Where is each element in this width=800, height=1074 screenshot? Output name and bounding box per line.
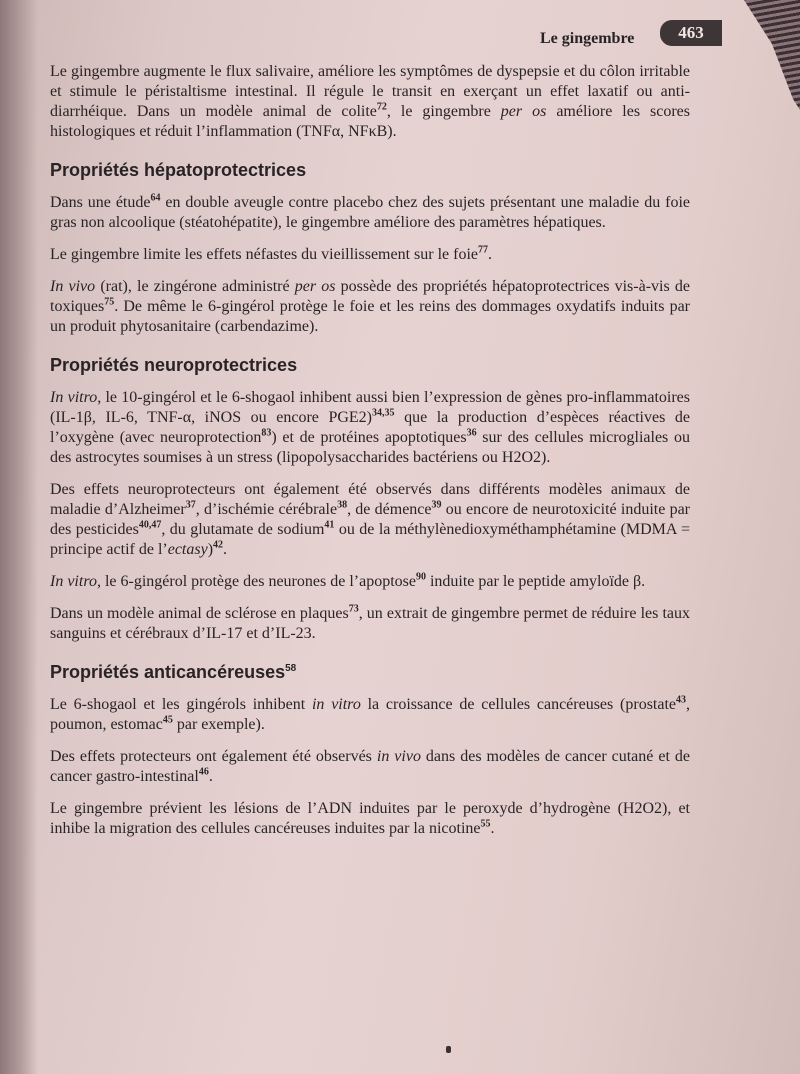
page-mark	[446, 1046, 451, 1053]
hepato-paragraph-1: Dans une étude$^{64}$ en double aveugle contre placebo chez des sujets présentant une maladie du foie gras non alcoolique (stéatohépatite), le gingembre améliore des paramètres hépatiques.	[50, 192, 690, 231]
section-heading-neuroprotective: Propriétés neuroprotectrices	[50, 355, 298, 375]
hepato-paragraph-2: Le gingembre limite les effets néfastes du vieillissement sur le foie$^{77}$.	[50, 244, 493, 263]
book-spine-shadow	[0, 0, 38, 1074]
neuro-paragraph-4: Dans un modèle animal de sclérose en plaques$^{73}$, un extrait de gingembre permet de réduire les taux sanguins et cérébraux d’IL-17 et d’IL-23.	[50, 603, 691, 642]
neuro-paragraph-1: In vitro, le 10-gingérol et le 6-shogaol inhibent aussi bien l’expression de gènes pro-inflammatoires (IL-1β, IL-6, TNF-α, iNOS ou encore PGE2)$^{34,35}$ que la production d’espèces réactives de l’oxygène (avec neuroprotection$^{83}$) et de protéines apoptotiques$^{36}$ sur des cellules microgliales ou des astrocytes soumises à un stress (lipopolysaccharides bactériens ou H2O2).	[50, 389, 691, 466]
section-heading-anticancer: Propriétés anticancéreuses$^{58}$	[50, 662, 297, 682]
page-number-badge: 463	[660, 20, 722, 46]
intro-paragraph: Le gingembre augmente le flux salivaire, améliore les symptômes de dyspepsie et du côlon irritable et stimule le péristaltisme intestinal. Il régule le transit en exerçant un effet laxatif ou anti-diarrhéique. Dans un modèle animal de colite$^{72}$, le gingembre per os améliore les scores histologiques et réduit l’inflammation (TNFα, NFκB).	[50, 63, 691, 140]
neuro-paragraph-3: In vitro, le 6-gingérol protège des neurones de l’apoptose$^{90}$ induite par le peptide amyloïde β.	[50, 571, 646, 590]
cancer-paragraph-2: Des effets protecteurs ont également été observés in vivo dans des modèles de cancer cutané et de cancer gastro-intestinal$^{46}$.	[50, 748, 690, 785]
page-content	[50, 62, 690, 851]
cancer-paragraph-3: Le gingembre prévient les lésions de l’ADN induites par le peroxyde d’hydrogène (H2O2), et inhibe la migration des cellules cancéreuses induites par la nicotine$^{55}$.	[50, 800, 690, 837]
cancer-paragraph-1: Le 6-shogaol et les gingérols inhibent in vitro la croissance de cellules cancéreuses (prostate$^{43}$, poumon, estomac$^{45}$ par exemple).	[50, 694, 691, 733]
hepato-paragraph-3: In vivo (rat), le zingérone administré per os possède des propriétés hépatoprotectrices vis-à-vis de toxiques$^{75}$. De même le 6-gingérol protège le foie et les reins des dommages oxydatifs induits par un produit phytosanitaire (carbendazime).	[50, 278, 690, 335]
page-edge-stack	[730, 0, 800, 110]
section-heading-hepatoprotective: Propriétés hépatoprotectrices	[50, 160, 307, 180]
neuro-paragraph-2: Des effets neuroprotecteurs ont également été observés dans différents modèles animaux de maladie d’Alzheimer$^{37}$, d’ischémie cérébrale$^{38}$, de démence$^{39}$ ou encore de neurotoxicité induite par des pesticides$^{40,47}$, du glutamate de sodium$^{41}$ ou de la méthylènedioxyméthamphétamine (MDMA = principe actif de l’ectasy)$^{42}$.	[50, 481, 691, 558]
running-header-title: Le gingembre	[540, 30, 635, 47]
